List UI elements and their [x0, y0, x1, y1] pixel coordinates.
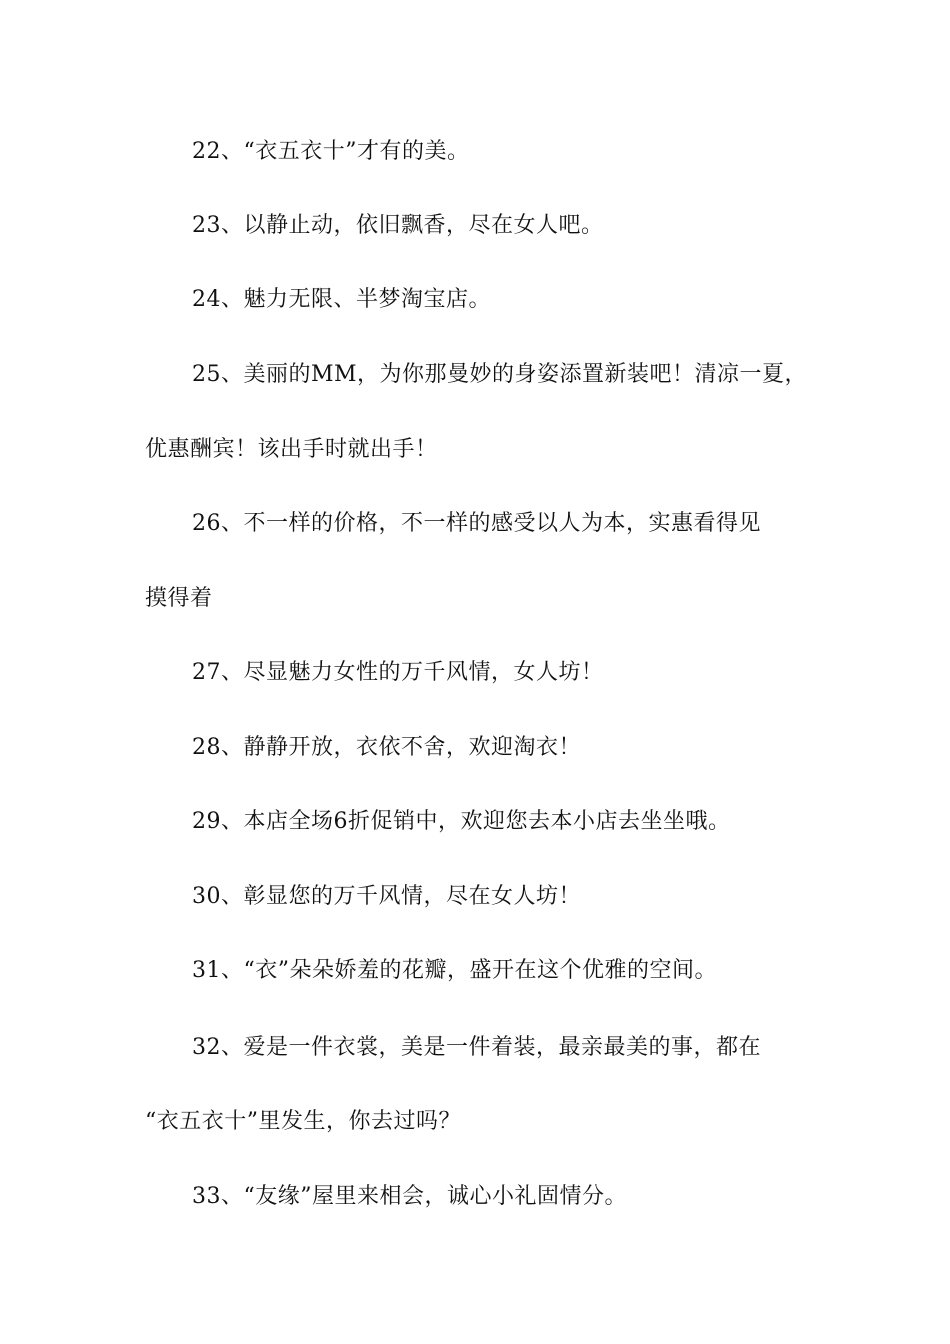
slogan-24: 24、魅力无限、半梦淘宝店。 [192, 287, 491, 312]
slogan-29: 29、本店全场6折促销中，欢迎您去本小店去坐坐哦。 [192, 809, 731, 834]
slogan-25-line2: 优惠酬宾！该出手时就出手！ [145, 437, 438, 462]
slogan-31: 31、“衣”朵朵娇羞的花瓣，盛开在这个优雅的空间。 [192, 958, 717, 983]
slogan-28: 28、静静开放，衣依不舍，欢迎淘衣！ [192, 735, 581, 760]
slogan-26-line2: 摸得着 [145, 586, 213, 611]
slogan-32-line2: “衣五衣十”里发生，你去过吗？ [145, 1109, 461, 1134]
slogan-27: 27、尽显魅力女性的万千风情，女人坊！ [192, 660, 604, 685]
slogan-25-line1: 25、美丽的MM，为你那曼妙的身姿添置新装吧！清凉一夏， [192, 362, 808, 387]
slogan-30: 30、彰显您的万千风情，尽在女人坊！ [192, 884, 581, 909]
slogan-23: 23、以静止动，依旧飘香，尽在女人吧。 [192, 213, 604, 238]
slogan-26-line1: 26、不一样的价格，不一样的感受以人为本，实惠看得见 [192, 511, 761, 536]
slogan-32-line1: 32、爱是一件衣裳，美是一件着装，最亲最美的事，都在 [192, 1035, 761, 1060]
slogan-33: 33、“友缘”屋里来相会，诚心小礼固情分。 [192, 1184, 627, 1209]
slogan-22: 22、“衣五衣十”才有的美。 [192, 139, 470, 164]
